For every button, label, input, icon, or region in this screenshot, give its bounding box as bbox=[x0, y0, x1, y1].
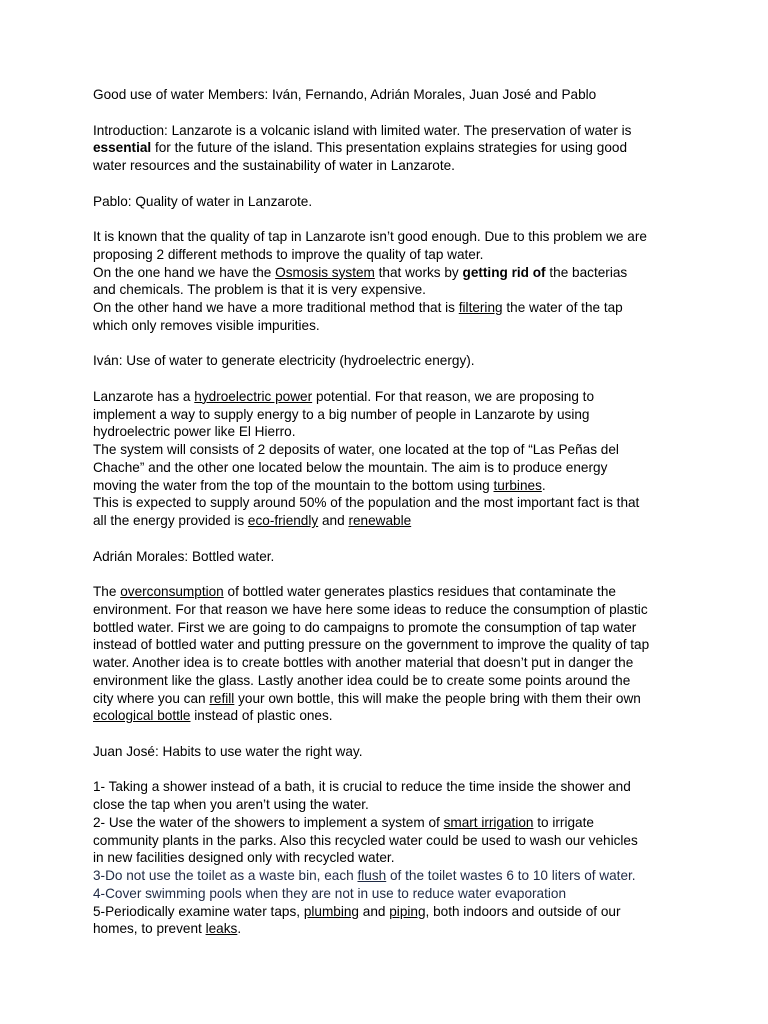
body-text: instead of bottled water and putting pressure on the government to improve the quality of tap bbox=[93, 637, 650, 653]
underlined-term: ecological bottle bbox=[93, 708, 191, 724]
ivan-heading: Iván: Use of water to generate electricity (hydroelectric energy). bbox=[93, 353, 475, 369]
underlined-term: piping bbox=[389, 903, 426, 919]
body-text: hydroelectric power like El Hierro. bbox=[93, 424, 296, 440]
body-text: and chemicals. The problem is that it is very expensive. bbox=[93, 282, 426, 298]
juan-paragraph bbox=[93, 778, 683, 938]
body-text: bottled water. First we are going to do campaigns to promote the consumption of tap water bbox=[93, 619, 637, 635]
paragraph-gap bbox=[93, 210, 683, 228]
underlined-term: Osmosis system bbox=[275, 264, 375, 280]
body-text: water. Another idea is to create bottles with another material that doesn’t put in danger the bbox=[93, 655, 634, 670]
body-text: all the energy provided is bbox=[93, 513, 245, 528]
list-item: and bbox=[362, 903, 386, 919]
underlined-term: renewable bbox=[348, 513, 412, 528]
paragraph-gap bbox=[93, 104, 683, 122]
underlined-term: plumbing bbox=[303, 903, 359, 919]
paragraph-gap bbox=[93, 370, 683, 388]
document-page bbox=[93, 86, 683, 938]
juan-heading: Juan José: Habits to use water the right way. bbox=[93, 743, 363, 759]
body-text: potential. For that reason, we are proposing to bbox=[315, 388, 595, 404]
list-item: 2- Use the water of the showers to implement a system of bbox=[93, 814, 440, 830]
list-item: 1- Taking a shower instead of a bath, it is crucial to reduce the time inside the shower and bbox=[93, 779, 631, 795]
body-text: implement a way to supply energy to a big number of people in Lanzarote by using bbox=[93, 406, 590, 422]
list-item: community plants in the parks. Also this recycled water could be used to wash our vehicles bbox=[93, 832, 638, 848]
list-item: . bbox=[237, 921, 242, 937]
underlined-term: leaks bbox=[205, 921, 238, 937]
list-item: of the toilet wastes 6 to 10 liters of water. bbox=[390, 868, 636, 883]
list-item: homes, to prevent bbox=[93, 921, 202, 937]
list-item: close the tap when you aren’t using the water. bbox=[93, 797, 369, 812]
paragraph-gap bbox=[93, 725, 683, 743]
list-item: 5-Periodically examine water taps, bbox=[93, 903, 301, 919]
intro-text: Introduction: Lanzarote is a volcanic island with limited water. The preservation of water is bbox=[93, 122, 632, 138]
underlined-term: flush bbox=[357, 868, 387, 883]
list-item: 4-Cover swimming pools when they are not in use to reduce water evaporation bbox=[93, 885, 567, 901]
body-text: moving the water from the top of the mountain to the bottom using bbox=[93, 477, 490, 493]
body-text: It is known that the quality of tap in Lanzarote isn’t good enough. Due to this problem we are bbox=[93, 229, 647, 244]
underlined-term: eco-friendly bbox=[247, 513, 319, 528]
introduction-paragraph bbox=[93, 122, 683, 175]
underlined-term: refill bbox=[209, 690, 235, 706]
body-text: proposing 2 different methods to improve the quality of tap water. bbox=[93, 246, 484, 262]
intro-text: for the future of the island. This presentation explains strategies for using good bbox=[154, 140, 628, 156]
adrian-paragraph bbox=[93, 583, 683, 725]
list-item: in new facilities designed only with recycled water. bbox=[93, 850, 395, 866]
body-text: that works by bbox=[378, 264, 459, 280]
intro-bold-term: essential bbox=[93, 140, 152, 156]
body-text: On the one hand we have the bbox=[93, 264, 272, 280]
list-item: to irrigate bbox=[537, 814, 594, 830]
underlined-term: overconsumption bbox=[120, 584, 224, 599]
body-text: On the other hand we have a more traditional method that is bbox=[93, 300, 455, 315]
body-text: Lanzarote has a bbox=[93, 388, 191, 404]
paragraph-gap bbox=[93, 175, 683, 193]
adrian-heading: Adrián Morales: Bottled water. bbox=[93, 548, 275, 564]
bold-term: getting rid of bbox=[462, 264, 546, 280]
body-text: and bbox=[321, 513, 345, 528]
body-text: environment like the glass. Lastly another idea could be to create some points around the bbox=[93, 672, 631, 688]
body-text: . bbox=[541, 477, 546, 493]
body-text: city where you can bbox=[93, 690, 206, 706]
paragraph-gap bbox=[93, 565, 683, 583]
body-text: The system will consists of 2 deposits of water, one located at the top of “Las Peñas del bbox=[93, 442, 619, 457]
ivan-paragraph bbox=[93, 388, 683, 530]
body-text: the water of the tap bbox=[506, 300, 623, 315]
underlined-term: filtering bbox=[458, 300, 503, 315]
underlined-term: smart irrigation bbox=[443, 814, 534, 830]
underlined-term: turbines bbox=[493, 477, 542, 493]
body-text: environment. For that reason we have here some ideas to reduce the consumption of plastic bbox=[93, 601, 648, 617]
pablo-paragraph bbox=[93, 228, 683, 335]
body-text: which only removes visible impurities. bbox=[93, 317, 320, 333]
document-title: Good use of water Members: Iván, Fernando, Adrián Morales, Juan José and Pablo bbox=[93, 87, 597, 102]
paragraph-gap bbox=[93, 530, 683, 548]
underlined-term: hydroelectric power bbox=[194, 388, 313, 404]
pablo-heading: Pablo: Quality of water in Lanzarote. bbox=[93, 193, 313, 209]
body-text: of bottled water generates plastics residues that contaminate the bbox=[227, 584, 616, 599]
body-text: your own bottle, this will make the people bring with them their own bbox=[238, 690, 641, 706]
body-text: This is expected to supply around 50% of the population and the most important fact is that bbox=[93, 495, 640, 511]
paragraph-gap bbox=[93, 335, 683, 353]
body-text: the bacterias bbox=[549, 264, 628, 280]
body-text: The bbox=[93, 584, 117, 599]
body-text: instead of plastic ones. bbox=[194, 708, 333, 724]
paragraph-gap bbox=[93, 761, 683, 779]
body-text: Chache” and the other one located below the mountain. The aim is to produce energy bbox=[93, 459, 608, 475]
list-item: , both indoors and outside of our bbox=[425, 903, 621, 919]
intro-text: water resources and the sustainability of water in Lanzarote. bbox=[93, 158, 455, 173]
list-item: 3-Do not use the toilet as a waste bin, each bbox=[93, 868, 354, 883]
